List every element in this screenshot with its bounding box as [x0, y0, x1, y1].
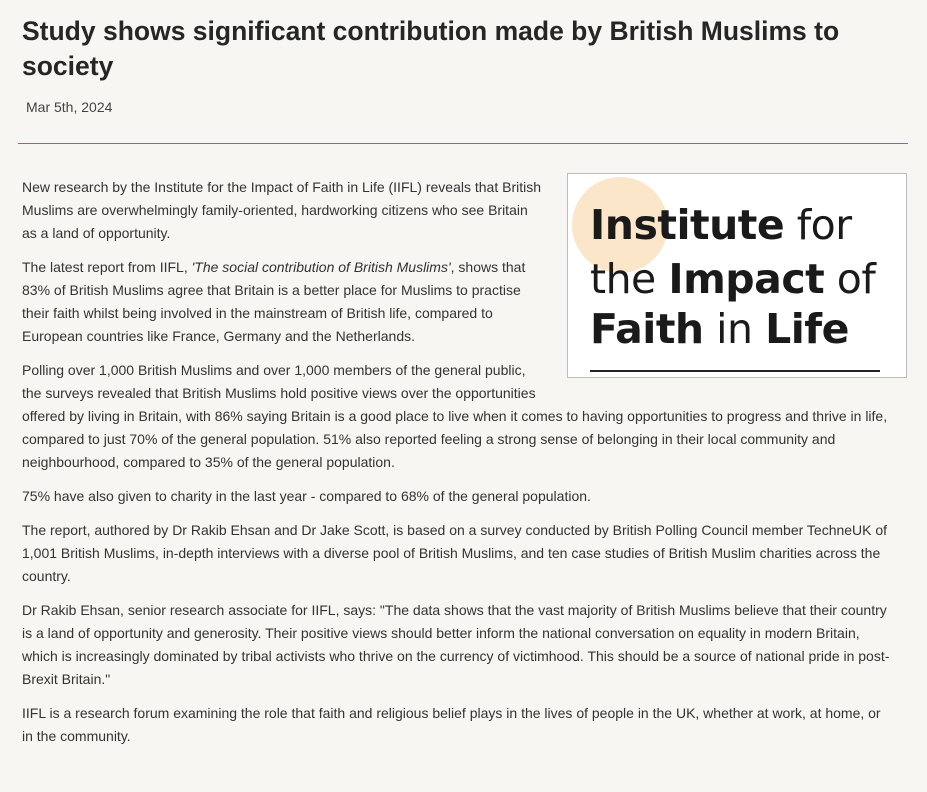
article-title: Study shows significant contribution made by British Muslims to society	[22, 16, 840, 81]
iifl-logo-image	[567, 173, 907, 378]
article-body	[22, 176, 892, 759]
paragraph-charity: 75% have also given to charity in the last year - compared to 68% of the general population.	[22, 488, 591, 504]
report-title: 'The social contribution of British Muslims'	[191, 259, 451, 275]
paragraph-authors: The report, authored by Dr Rakib Ehsan and Dr Jake Scott, is based on a survey conducted by British Polling Council member TechneUK of 1,001 British Muslims, in-depth interviews with a diverse pool of British Muslims, and ten case studies of British Muslim charities across the country.	[22, 522, 888, 584]
logo-underline	[590, 370, 880, 372]
paragraph-report: The latest report from IIFL, 'The social contribution of British Muslims', shows that 83% of British Muslims agree that Britain is a better place for Muslims to practise their faith whilst being involved in the mainstream of British life, compared to European countries like France, Germany and the Netherlands.	[22, 259, 526, 344]
paragraph-quote: Dr Rakib Ehsan, senior research associate for IIFL, says: "The data shows that the vast majority of British Muslims believe that their country is a land of opportunity and generosity. Their positive views should better inform the national conversation on equality in modern Britain, which is increasingly dominated by tribal activists who thrive on the currency of victimhood. This should be a source of national pride in post-Brexit Britain."	[22, 602, 890, 687]
paragraph-intro: New research by the Institute for the Impact of Faith in Life (IIFL) reveals that British Muslims are overwhelmingly family-oriented, hardworking citizens who see Britain as a land of opportunity.	[22, 179, 541, 241]
paragraph-polling: Polling over 1,000 British Muslims and over 1,000 members of the general public, the surveys revealed that British Muslims hold positive views over the opportunities offered by living in Britain, with 86% saying Britain is a good place to live when it comes to having opportunities to progress and thrive in life, compared to just 70% of the general population. 51% also reported feeling a strong sense of belonging in their local community and neighbourhood, compared to 35% of the general population.	[22, 362, 888, 470]
divider	[18, 143, 908, 144]
logo-line-3: Faith in Life	[590, 305, 849, 353]
publish-date: Mar 5th, 2024	[26, 99, 113, 115]
paragraph-about-iifl: IIFL is a research forum examining the role that faith and religious belief plays in the lives of people in the UK, whether at work, at home, or in the community.	[22, 705, 881, 744]
logo-line-2: the Impact of	[590, 255, 876, 303]
logo-line-1: Institute for	[590, 201, 852, 249]
